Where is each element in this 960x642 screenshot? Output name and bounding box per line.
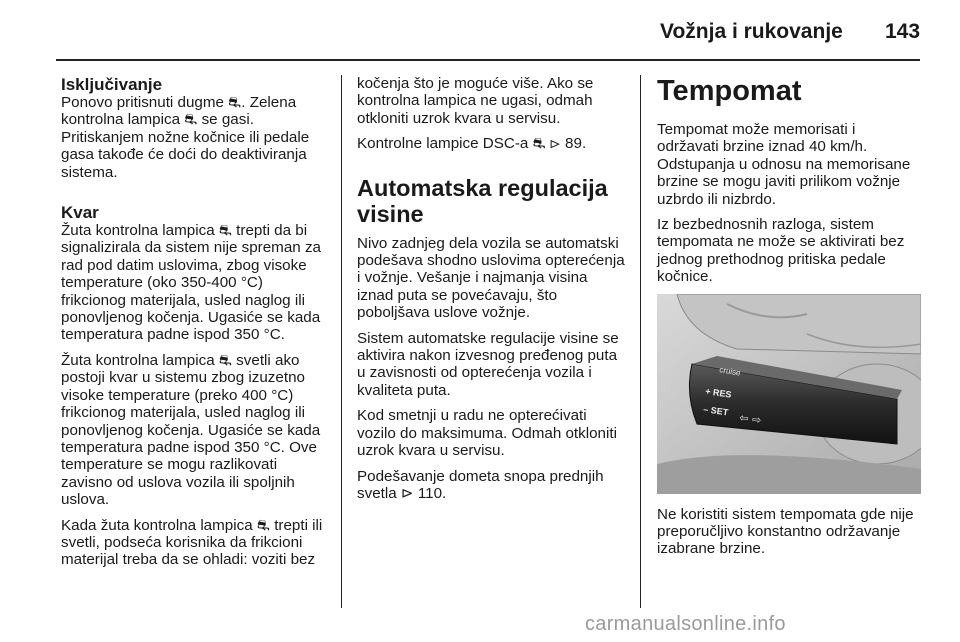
column-middle bbox=[357, 75, 625, 510]
res-label: + RES bbox=[704, 385, 733, 400]
cruise-control-lever-photo bbox=[657, 294, 921, 494]
column-divider-2 bbox=[640, 75, 641, 608]
header-divider bbox=[56, 59, 920, 61]
paragraph: Nivo zadnjeg dela vozila se automatski podešava shodno uslovima opterećenja i vožnje. Vešanje i najmanja visina iznad puta se povećavaju, što poboljšava uslove vožnje. bbox=[357, 234, 625, 322]
heading-kvar: Kvar bbox=[61, 203, 99, 223]
watermark: carmanualsonline.info bbox=[585, 613, 786, 635]
heading-iskljucivanje: Isključivanje bbox=[61, 75, 163, 94]
paragraph: Ne koristiti sistem tempomata gde nije preporučljivo konstantno održavanje izabrane brzine. bbox=[657, 505, 914, 558]
heading-automatska-regulacija: Automatska regulacija visine bbox=[357, 174, 608, 227]
svg-text:cruise: cruise bbox=[718, 364, 742, 378]
column-left bbox=[61, 75, 329, 577]
paragraph: Kontrolne lampice DSC-a ⛐ ⊳ 89. bbox=[357, 135, 587, 153]
column-right bbox=[657, 75, 921, 566]
paragraph: Sistem automatske regulacije visine se aktivira nakon izvesnog pređenog puta u zavisnosti od opterećenja vozila i kvaliteta puta. bbox=[357, 329, 619, 399]
paragraph: Žuta kontrolna lampica ⛐ trepti da bi signalizirala da sistem nije spreman za rad pod datim uslovima, zbog visoke temperature (oko 350-400 °C) frikcionog materijala, usled naglog ili ponovljenog kočenja. Ugasiće se kada temperatura padne ispod 350 °C. bbox=[61, 222, 321, 344]
svg-text:⇦ ⇨: ⇦ ⇨ bbox=[738, 410, 763, 427]
heading-tempomat: Tempomat bbox=[657, 75, 802, 107]
set-label: – SET bbox=[702, 403, 729, 418]
paragraph: kočenja što je moguće više. Ako se kontrolna lampica ne ugasi, odmah otkloniti uzrok kvara u servisu. bbox=[357, 75, 594, 127]
paragraph: Tempomat može memorisati i održavati brzine iznad 40 km/h. Odstupanja u odnosu na memorisane brzine se mogu javiti prilikom vožnje uzbrdo ili nizbrdo. bbox=[657, 121, 911, 208]
paragraph: Kada žuta kontrolna lampica ⛐ trepti ili svetli, podseća korisnika da frikcioni materijal treba da se ohladi: voziti bez bbox=[61, 516, 323, 569]
paragraph: Žuta kontrolna lampica ⛐ svetli ako postoji kvar u sistemu zbog izuzetno visoke temperature (preko 400 °C) frikcionog materijala, usled naglog ili ponovljenog kočenja. Ugasiće se kada temperatura padne ispod 350 °C. Ove temperature se mogu razlikovati zavisno od uslova vozila ili spoljnih uslova. bbox=[61, 351, 321, 509]
paragraph: Kod smetnji u radu ne opterećivati vozilo do maksimuma. Odmah otkloniti uzrok kvara u servisu. bbox=[357, 407, 617, 460]
column-divider-1 bbox=[341, 75, 342, 608]
paragraph: Ponovo pritisnuti dugme ⛐. Zelena kontrolna lampica ⛐ se gasi. Pritiskanjem nožne kočnice ili pedale gasa takođe će doći do deaktiviranja sistema. bbox=[61, 94, 310, 181]
page-header-title: Vožnja i rukovanje bbox=[660, 20, 843, 43]
page-number: 143 bbox=[885, 20, 921, 43]
paragraph: Iz bezbednosnih razloga, sistem tempomata ne može se aktivirati bez jednog prethodnog pritiska pedale kočnice. bbox=[657, 216, 905, 286]
paragraph: Podešavanje dometa snopa prednjih svetla ⊳ 110. bbox=[357, 467, 604, 502]
